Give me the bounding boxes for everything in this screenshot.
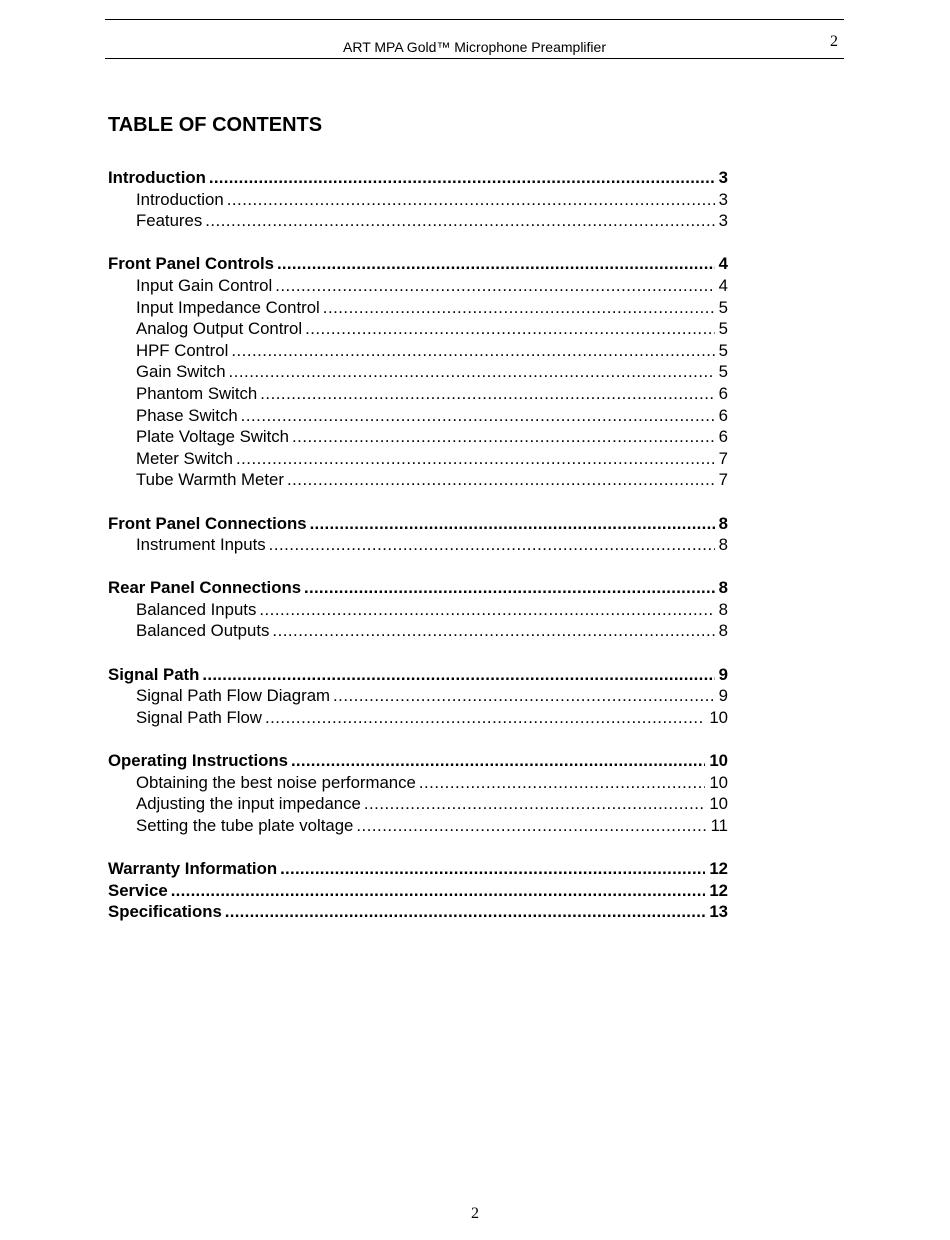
toc-entry-page: 6 xyxy=(718,405,728,425)
toc-subentry[interactable] xyxy=(108,361,728,383)
dot-leader xyxy=(356,815,706,837)
toc-entry-title: Obtaining the best noise performance xyxy=(136,772,416,792)
toc-section-entry[interactable] xyxy=(108,858,728,880)
dot-leader xyxy=(259,599,714,621)
toc-entry-page: 5 xyxy=(718,297,728,317)
toc-entry-page: 10 xyxy=(709,794,728,814)
toc-subentry[interactable] xyxy=(108,340,728,362)
toc-entry-page: 8 xyxy=(718,599,728,619)
toc-section-entry[interactable] xyxy=(108,880,728,902)
dot-leader xyxy=(265,707,705,729)
toc-entry-page: 8 xyxy=(718,513,728,533)
dot-leader xyxy=(241,405,715,427)
toc-entry-title: Input Gain Control xyxy=(136,275,273,295)
toc-subentry[interactable] xyxy=(108,469,728,491)
toc-entry-page: 9 xyxy=(718,686,728,706)
dot-leader xyxy=(260,383,714,405)
toc-entry-page: 11 xyxy=(710,815,728,835)
toc-section-entry[interactable] xyxy=(108,664,728,686)
toc-entry-title: Balanced Outputs xyxy=(136,621,270,641)
toc-section-entry[interactable] xyxy=(108,577,728,599)
dot-leader xyxy=(280,858,705,880)
toc-entry-title: Tube Warmth Meter xyxy=(136,470,284,490)
toc-section xyxy=(108,858,728,880)
toc-heading: TABLE OF CONTENTS xyxy=(108,114,323,136)
toc-entry-page: 4 xyxy=(718,275,728,295)
page-header xyxy=(105,19,844,59)
toc-entry-page: 10 xyxy=(709,707,728,727)
toc-subentry[interactable] xyxy=(108,448,728,470)
dot-leader xyxy=(272,620,714,642)
toc-entry-page: 3 xyxy=(718,211,728,231)
toc-subentry[interactable] xyxy=(108,318,728,340)
dot-leader xyxy=(323,297,715,319)
toc-section-entry[interactable] xyxy=(108,750,728,772)
toc-entry-title: Setting the tube plate voltage xyxy=(136,815,354,835)
dot-leader xyxy=(304,577,715,599)
toc-section xyxy=(108,880,728,902)
toc-subentry[interactable] xyxy=(108,297,728,319)
toc-section xyxy=(108,513,728,556)
toc-entry-title: Introduction xyxy=(108,168,206,187)
toc-entry-page: 8 xyxy=(718,578,728,598)
toc-entry-title: Gain Switch xyxy=(136,362,226,382)
toc-entry-title: Instrument Inputs xyxy=(136,535,266,555)
toc-subentry[interactable] xyxy=(108,405,728,427)
toc-entry-title: Service xyxy=(108,880,168,900)
dot-leader xyxy=(310,513,715,535)
toc-entry-title: Balanced Inputs xyxy=(136,599,257,619)
toc-entry-title: Meter Switch xyxy=(136,448,233,468)
dot-leader xyxy=(227,189,715,211)
toc-entry-title: Adjusting the input impedance xyxy=(136,794,361,814)
toc-entry-title: Signal Path Flow xyxy=(136,707,262,727)
table-of-contents xyxy=(108,167,728,944)
dot-leader xyxy=(291,750,705,772)
dot-leader xyxy=(287,469,715,491)
toc-entry-page: 7 xyxy=(718,448,728,468)
toc-entry-title: Introduction xyxy=(136,189,224,209)
dot-leader xyxy=(275,275,714,297)
header-title: ART MPA Gold™ Microphone Preamplifier xyxy=(343,39,606,55)
toc-entry-page: 12 xyxy=(709,880,728,900)
dot-leader xyxy=(292,426,715,448)
toc-subentry[interactable] xyxy=(108,189,728,211)
dot-leader xyxy=(205,210,714,232)
toc-entry-page: 3 xyxy=(718,168,728,187)
toc-section-entry[interactable] xyxy=(108,901,728,923)
toc-entry-title: Front Panel Connections xyxy=(108,513,307,533)
toc-subentry[interactable] xyxy=(108,275,728,297)
toc-subentry[interactable] xyxy=(108,772,728,794)
toc-entry-title: Plate Voltage Switch xyxy=(136,427,289,447)
toc-section xyxy=(108,577,728,642)
toc-entry-title: Operating Instructions xyxy=(108,751,288,771)
toc-entry-title: Specifications xyxy=(108,902,222,922)
toc-entry-title: Features xyxy=(136,211,203,231)
dot-leader xyxy=(236,448,715,470)
toc-entry-title: Front Panel Controls xyxy=(108,254,274,274)
toc-section-entry[interactable] xyxy=(108,167,728,189)
toc-entry-page: 13 xyxy=(709,902,728,922)
toc-section-entry[interactable] xyxy=(108,253,728,275)
toc-entry-page: 10 xyxy=(709,751,728,771)
toc-section xyxy=(108,253,728,491)
dot-leader xyxy=(229,361,715,383)
dot-leader xyxy=(231,340,714,362)
dot-leader xyxy=(419,772,705,794)
toc-entry-title: HPF Control xyxy=(136,340,229,360)
toc-entry-page: 6 xyxy=(718,427,728,447)
toc-subentry[interactable] xyxy=(108,815,728,837)
header-page-number: 2 xyxy=(830,33,838,50)
toc-entry-page: 5 xyxy=(718,340,728,360)
toc-subentry[interactable] xyxy=(108,210,728,232)
toc-section xyxy=(108,664,728,729)
toc-section-entry[interactable] xyxy=(108,513,728,535)
toc-entry-title: Warranty Information xyxy=(108,859,278,878)
footer-page-number: 2 xyxy=(471,1205,479,1222)
toc-entry-page: 8 xyxy=(718,621,728,641)
toc-entry-page: 6 xyxy=(718,383,728,403)
toc-entry-title: Phantom Switch xyxy=(136,383,258,403)
toc-entry-title: Signal Path Flow Diagram xyxy=(136,686,331,706)
dot-leader xyxy=(202,664,714,686)
toc-entry-page: 7 xyxy=(718,470,728,490)
dot-leader xyxy=(305,318,715,340)
toc-entry-title: Input Impedance Control xyxy=(136,297,320,317)
dot-leader xyxy=(364,793,705,815)
toc-subentry[interactable] xyxy=(108,383,728,405)
dot-leader xyxy=(225,901,706,923)
toc-entry-page: 4 xyxy=(718,254,728,274)
toc-entry-title: Analog Output Control xyxy=(136,319,303,339)
toc-section xyxy=(108,750,728,836)
toc-entry-page: 10 xyxy=(709,772,728,792)
toc-subentry[interactable] xyxy=(108,426,728,448)
dot-leader xyxy=(269,534,715,556)
dot-leader xyxy=(277,253,715,275)
toc-entry-title: Phase Switch xyxy=(136,405,238,425)
dot-leader xyxy=(209,167,715,189)
toc-entry-page: 3 xyxy=(718,189,728,209)
dot-leader xyxy=(333,685,715,707)
toc-entry-page: 12 xyxy=(709,859,728,878)
toc-section xyxy=(108,167,728,232)
toc-section xyxy=(108,901,728,923)
toc-entry-page: 9 xyxy=(718,664,728,684)
toc-entry-page: 5 xyxy=(718,319,728,339)
toc-subentry[interactable] xyxy=(108,620,728,642)
toc-entry-page: 8 xyxy=(718,535,728,555)
toc-subentry[interactable] xyxy=(108,707,728,729)
toc-entry-page: 5 xyxy=(718,362,728,382)
toc-subentry[interactable] xyxy=(108,793,728,815)
toc-entry-title: Signal Path xyxy=(108,664,200,684)
toc-subentry[interactable] xyxy=(108,534,728,556)
toc-subentry[interactable] xyxy=(108,685,728,707)
toc-entry-title: Rear Panel Connections xyxy=(108,578,302,598)
toc-subentry[interactable] xyxy=(108,599,728,621)
dot-leader xyxy=(171,880,706,902)
